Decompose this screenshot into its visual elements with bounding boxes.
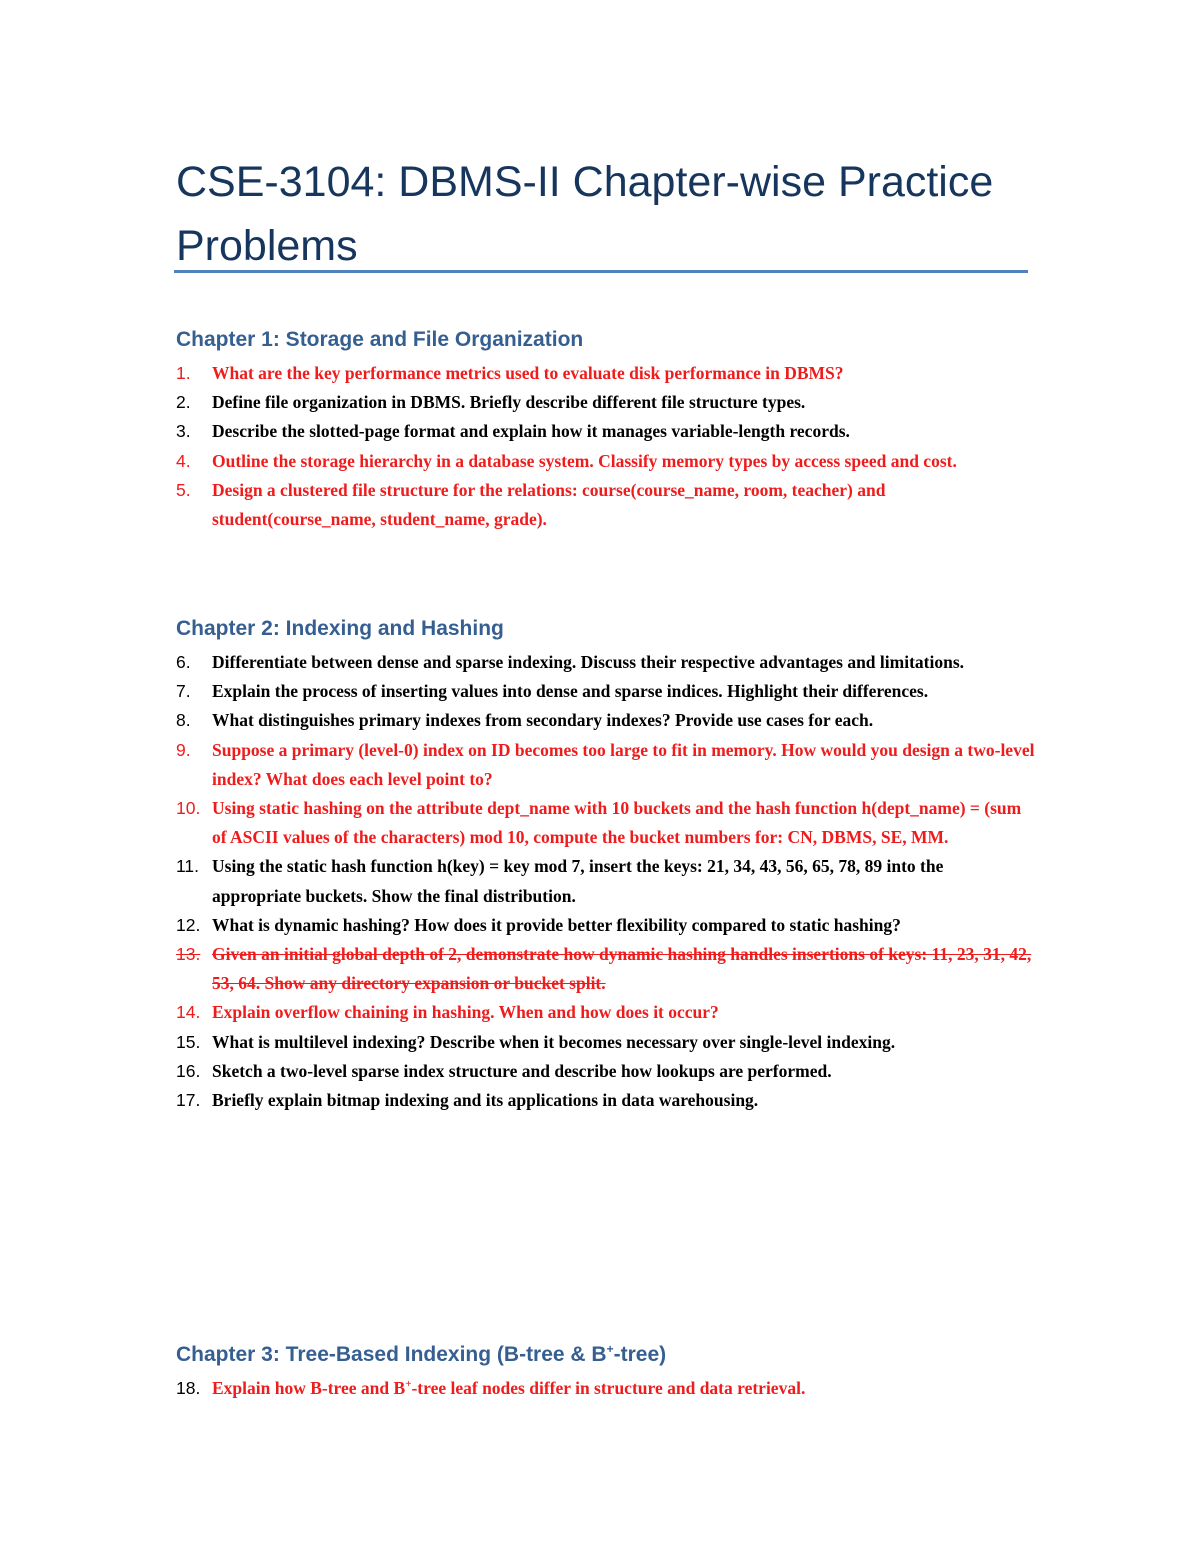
problem-text: Explain the process of inserting values into dense and sparse indices. Highlight their differences. (212, 681, 929, 702)
problem-item (176, 359, 1036, 388)
title-underline (174, 270, 1028, 273)
problem-number: 14. (176, 1002, 201, 1023)
problem-text: Given an initial global depth of 2, demonstrate how dynamic hashing handles insertions of keys: 11, 23, 31, 42, 53, 64. Show any directory expansion or bucket split. (212, 944, 1032, 994)
problem-number: 5. (176, 479, 191, 500)
problem-text: Explain overflow chaining in hashing. When and how does it occur? (212, 1002, 719, 1023)
problem-item (176, 998, 1036, 1027)
problem-item (176, 1057, 1036, 1086)
chapter-2-problem-list (176, 648, 1036, 1115)
problem-item (176, 1374, 1036, 1403)
chapter-1-problem-list (176, 359, 1036, 534)
problem-number: 3. (176, 421, 191, 442)
problem-text: Suppose a primary (level-0) index on ID becomes too large to fit in memory. How would you design a two-level index? What does each level point to? (212, 739, 1035, 789)
chapter-3-heading-prefix: Chapter 3: Tree-Based Indexing (B-tree & B (176, 1343, 607, 1366)
problem-number: 17. (176, 1090, 201, 1111)
problem-item (176, 388, 1036, 417)
problem-text: Outline the storage hierarchy in a database system. Classify memory types by access speed and cost. (212, 450, 957, 471)
chapter-2-section (176, 614, 1036, 1115)
chapter-3-heading-superscript: + (606, 1342, 614, 1356)
problem-item (176, 648, 1036, 677)
problem-number: 2. (176, 392, 191, 413)
problem-text: Design a clustered file structure for the relations: course(course_name, room, teacher) and student(course_name, student_name, grade). (212, 479, 886, 530)
problem-text: What distinguishes primary indexes from secondary indexes? Provide use cases for each. (212, 710, 874, 731)
problem-text: Sketch a two-level sparse index structure and describe how lookups are performed. (212, 1060, 832, 1081)
problem-item (176, 417, 1036, 446)
problem-text-prefix: Explain how B-tree and B (212, 1378, 406, 1398)
problem-item (176, 476, 1036, 534)
document-title: CSE-3104: DBMS-II Chapter-wise Practice Problems (176, 158, 994, 270)
problem-number: 7. (176, 681, 191, 702)
problem-item (176, 852, 1036, 910)
problem-text: Define file organization in DBMS. Briefly describe different file structure types. (212, 392, 806, 413)
problem-number: 10. (176, 798, 201, 819)
problem-text-suffix: -tree leaf nodes differ in structure and data retrieval. (411, 1378, 806, 1398)
problem-item (176, 677, 1036, 706)
problem-item (176, 794, 1036, 852)
chapter-1-heading: Chapter 1: Storage and File Organization (176, 328, 584, 351)
chapter-1-section (176, 325, 1036, 534)
chapter-3-heading-suffix: -tree) (613, 1343, 667, 1366)
problem-number: 16. (176, 1060, 201, 1081)
problem-text-superscript: + (405, 1378, 412, 1391)
problem-number: 15. (176, 1031, 201, 1052)
problem-number: 9. (176, 739, 191, 760)
problem-item (176, 1028, 1036, 1057)
problem-number: 13. (176, 944, 201, 965)
problem-text (212, 1378, 805, 1398)
chapter-3-section (176, 1340, 1036, 1403)
problem-item-struck (176, 940, 1036, 998)
problem-item (176, 911, 1036, 940)
chapter-2-heading: Chapter 2: Indexing and Hashing (176, 617, 504, 640)
problem-text: What is dynamic hashing? How does it provide better flexibility compared to static hashing? (212, 914, 901, 935)
chapter-3-heading (176, 1340, 1036, 1370)
problem-text: What are the key performance metrics used to evaluate disk performance in DBMS? (212, 363, 844, 383)
problem-text: Differentiate between dense and sparse indexing. Discuss their respective advantages and limitations. (212, 652, 965, 672)
problem-item (176, 736, 1036, 794)
problem-text: Describe the slotted-page format and explain how it manages variable-length records. (212, 421, 850, 442)
problem-number: 8. (176, 710, 191, 731)
problem-number: 1. (176, 363, 191, 383)
problem-text: Briefly explain bitmap indexing and its applications in data warehousing. (212, 1090, 759, 1111)
problem-text: What is multilevel indexing? Describe when it becomes necessary over single-level indexing. (212, 1031, 896, 1052)
problem-number: 4. (176, 450, 191, 471)
problem-item (176, 447, 1036, 476)
problem-number: 12. (176, 914, 201, 935)
chapter-3-problem-list (176, 1374, 1036, 1403)
problem-number: 11. (176, 856, 200, 877)
problem-item (176, 1086, 1036, 1115)
problem-item (176, 706, 1036, 735)
problem-number: 18. (176, 1378, 201, 1398)
problem-text: Using the static hash function h(key) = key mod 7, insert the keys: 21, 34, 43, 56, 65, 78, 89 into the appropriate buckets. Show the final distribution. (212, 856, 944, 906)
problem-text: Using static hashing on the attribute dept_name with 10 buckets and the hash function h(dept_name) = (sum of ASCII values of the characters) mod 10, compute the bucket numbers for: CN, DBMS, SE, MM. (212, 798, 1022, 848)
problem-number: 6. (176, 652, 191, 672)
